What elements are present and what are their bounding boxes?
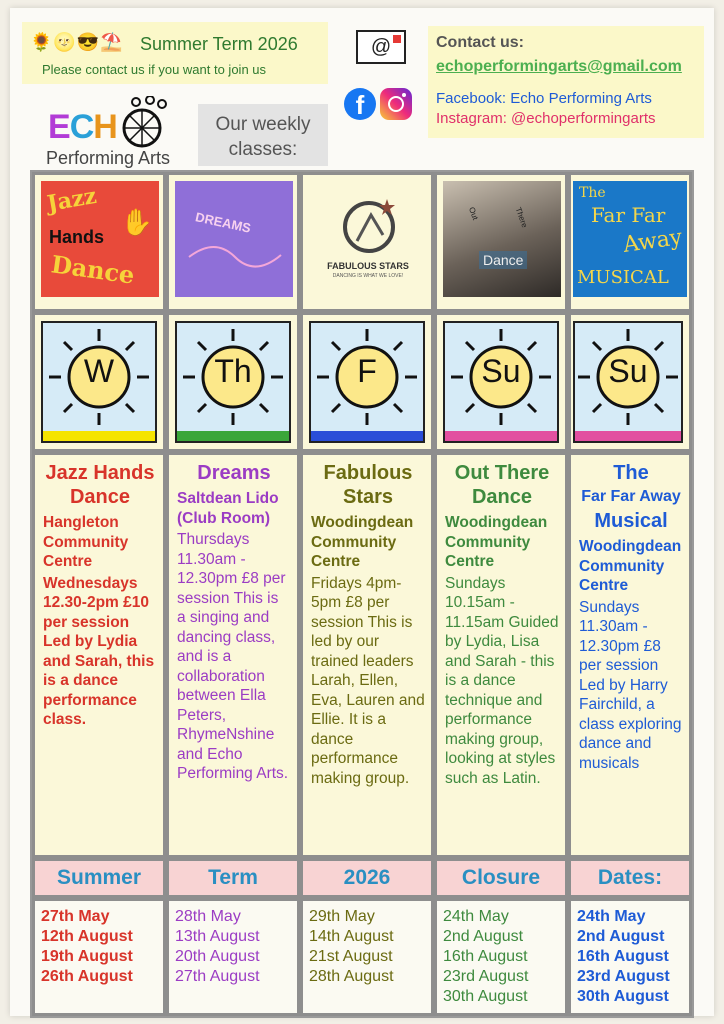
class-details: Sundays 10.15am - 11.15am Guided by Lydia, Lisa and Sarah - this is a dance technique and performance making group, looking at styles such as Latin. xyxy=(445,574,559,787)
closure-date: 12th August xyxy=(41,928,133,945)
day-color-bar xyxy=(575,431,681,441)
sun-day-tile xyxy=(309,321,425,443)
email-at-symbol: @ xyxy=(370,36,392,58)
day-cell-wednesday xyxy=(32,312,166,452)
closure-date: 29th May xyxy=(309,908,375,925)
day-cell-sunday-2 xyxy=(568,312,692,452)
day-cell-thursday xyxy=(166,312,300,452)
logo-letter-e: E xyxy=(48,108,70,146)
class-name-line1: The xyxy=(613,462,649,484)
closure-header-cell: Summer xyxy=(32,858,166,898)
closure-date: 27th May xyxy=(41,908,110,925)
closure-date: 28th May xyxy=(175,908,241,925)
poster-farfar-word: Far Far xyxy=(591,203,666,227)
poster-away-word: Away xyxy=(621,224,684,259)
logo-subtitle: Performing Arts xyxy=(46,148,171,168)
email-notification-dot xyxy=(393,35,401,43)
contact-title: Contact us: xyxy=(436,34,524,51)
facebook-icon[interactable]: f xyxy=(344,88,376,120)
closure-date: 21st August xyxy=(309,948,393,965)
poster-musical-word: MUSICAL xyxy=(577,267,669,288)
day-label: W xyxy=(83,353,115,389)
closure-date: 30th August xyxy=(443,988,528,1005)
closure-date: 24th May xyxy=(577,908,646,925)
class-venue: Hangleton Community Centre xyxy=(43,514,129,570)
closure-date: 26th August xyxy=(41,968,133,985)
title-banner xyxy=(22,22,328,84)
sun-day-tile xyxy=(41,321,157,443)
day-cell-friday xyxy=(300,312,434,452)
class-desc-farfaraway xyxy=(568,452,692,858)
logo-wordmark xyxy=(48,108,117,147)
closure-dates-dreams xyxy=(166,898,300,1016)
closure-date: 27th August xyxy=(175,968,260,985)
closure-date: 2nd August xyxy=(443,928,524,945)
class-desc-fabulous xyxy=(300,452,434,858)
class-name: Jazz Hands Dance xyxy=(45,462,155,508)
poster-the-word: The xyxy=(579,185,606,201)
closure-date: 16th August xyxy=(577,948,669,965)
day-label: Th xyxy=(214,353,252,389)
closure-date: 23rd August xyxy=(443,968,529,985)
class-name-line2: Far Far Away xyxy=(581,488,681,505)
class-name: Out There Dance xyxy=(454,462,550,508)
class-details: Thursdays 11.30am - 12.30pm £8 per session This is a singing and dancing class, and is a collaboration between Ella Peters, RhymeNshine and Echo Performing Arts. xyxy=(177,531,289,782)
day-label: F xyxy=(357,353,377,389)
day-color-bar xyxy=(445,431,557,441)
closure-date: 24th May xyxy=(443,908,509,925)
dancer-logo-icon xyxy=(339,195,399,255)
day-cell-sunday-1 xyxy=(434,312,568,452)
day-label: Su xyxy=(608,353,648,389)
class-details: Wednesdays 12.30-2pm £10 per session Led by Lydia and Sarah, this is a dance performance class. xyxy=(43,574,155,728)
closure-date: 2nd August xyxy=(577,928,665,945)
poster-dreams-word: DREAMS xyxy=(194,209,253,236)
closure-header-cell: Closure xyxy=(434,858,568,898)
poster-tagline: DANCING IS WHAT WE LOVE! xyxy=(332,273,404,279)
closure-date: 30th August xyxy=(577,988,669,1005)
class-venue: Woodingdean Community Centre xyxy=(311,514,414,570)
closure-dates-fabulous xyxy=(300,898,434,1016)
sun-day-tile xyxy=(175,321,291,443)
echo-logo xyxy=(44,90,184,170)
poster-fabulous-stars-word: FABULOUS STARS xyxy=(327,261,409,271)
swirl-icon xyxy=(185,237,285,277)
page-title: Summer Term 2026 xyxy=(140,34,298,54)
closure-header-cell: Dates: xyxy=(568,858,692,898)
instagram-link[interactable]: Instagram: @echoperformingarts xyxy=(436,110,656,127)
contact-email-link[interactable]: echoperformingarts@gmail.com xyxy=(436,58,682,75)
poster-hands-word: Hands xyxy=(49,227,105,247)
summer-emoji-icons: 🌻🌝😎⛱️ xyxy=(30,32,124,52)
logo-letter-h: H xyxy=(93,108,117,146)
closure-date: 28th August xyxy=(309,968,394,985)
instagram-icon[interactable] xyxy=(380,88,412,120)
poster-cell-farfaraway xyxy=(568,172,692,312)
class-venue: Woodingdean Community Centre xyxy=(445,514,548,570)
far-far-away-poster xyxy=(573,181,687,297)
weekly-label-line1: Our weekly xyxy=(215,114,311,135)
day-color-bar xyxy=(311,431,423,441)
class-desc-jazz xyxy=(32,452,166,858)
closure-date: 20th August xyxy=(175,948,260,965)
sun-day-tile xyxy=(443,321,559,443)
closure-date: 16th August xyxy=(443,948,528,965)
waving-hand-icon: ✋ xyxy=(120,207,153,237)
day-color-bar xyxy=(177,431,289,441)
closure-date: 14th August xyxy=(309,928,394,945)
class-details: Fridays 4pm-5pm £8 per session This is led by our trained leaders Larah, Ellen, Eva, Lauren and Ellie. It is a dance performance making group. xyxy=(311,574,425,787)
poster-jazz-word: Jazz xyxy=(45,182,99,218)
class-name: Fabulous Stars xyxy=(323,462,413,508)
closure-date: 23rd August xyxy=(577,968,670,985)
class-desc-outthere xyxy=(434,452,568,858)
logo-letter-c: C xyxy=(69,108,94,146)
closure-header-cell: Term xyxy=(166,858,300,898)
sun-day-tile xyxy=(573,321,683,443)
closure-dates-outthere xyxy=(434,898,568,1016)
poster-cell-fabulous xyxy=(300,172,434,312)
class-venue: Saltdean Lido (Club Room) xyxy=(177,490,279,527)
poster-cell-dreams xyxy=(166,172,300,312)
closure-date: 13th August xyxy=(175,928,260,945)
out-there-poster xyxy=(443,181,561,297)
class-name-line3: Musical xyxy=(594,510,668,532)
poster-out-word: Out xyxy=(467,205,480,222)
unicycle-wheel-icon xyxy=(116,96,172,148)
class-venue: Woodingdean Community Centre xyxy=(579,538,682,594)
weekly-classes-label xyxy=(198,104,328,166)
poster-cell-outthere xyxy=(434,172,568,312)
fabulous-stars-poster xyxy=(309,181,427,297)
poster-dance-label: Dance xyxy=(479,251,527,269)
facebook-link[interactable]: Facebook: Echo Performing Arts xyxy=(436,90,652,107)
closure-header-cell: 2026 xyxy=(300,858,434,898)
day-color-bar xyxy=(43,431,155,441)
day-label: Su xyxy=(481,353,521,389)
dreams-poster xyxy=(175,181,293,297)
closure-date: 19th August xyxy=(41,948,133,965)
class-details: Sundays 11.30am - 12.30pm £8 per session Led by Harry Fairchild, a class exploring dance and musicals xyxy=(579,598,682,772)
closure-dates-farfaraway xyxy=(568,898,692,1016)
poster-cell-jazz xyxy=(32,172,166,312)
class-name: Dreams xyxy=(197,462,271,484)
poster-dance-word: Dance xyxy=(49,249,137,290)
class-desc-dreams xyxy=(166,452,300,858)
poster-there-word: There xyxy=(513,206,530,229)
email-icon[interactable] xyxy=(356,30,406,64)
contact-box xyxy=(428,26,704,138)
weekly-label-line2: classes: xyxy=(228,139,298,160)
closure-dates-jazz xyxy=(32,898,166,1016)
page-subtitle: Please contact us if you want to join us xyxy=(42,62,267,77)
jazz-hands-poster xyxy=(41,181,159,297)
